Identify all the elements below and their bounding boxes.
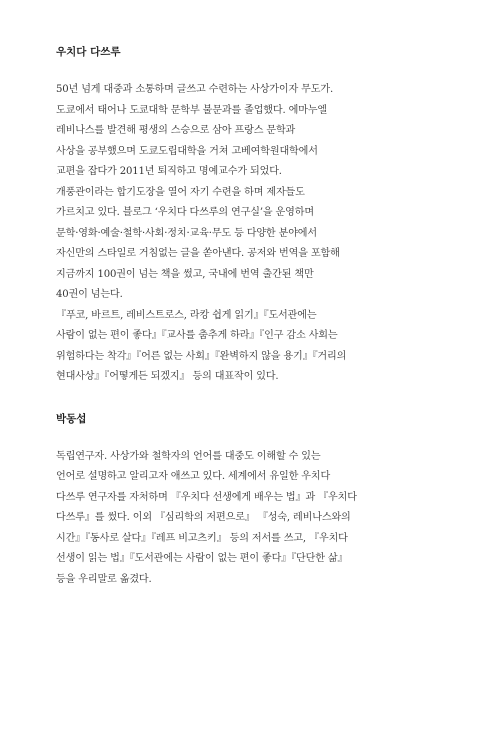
author-bio-line: 교편을 잡다가 2011년 퇴직하고 명예교수가 되었다. [56, 166, 282, 177]
author-bio-line: 사상을 공부했으며 도쿄도립대학을 거쳐 고베여학원대학에서 [56, 145, 318, 157]
translator-bio-line: 언어로 설명하고 알리고자 애쓰고 있다. 세계에서 유일한 우치다 [56, 471, 331, 482]
author-bio [56, 80, 456, 388]
author-bio-line: 위험하다는 착각』『어른 없는 사회』『완벽하지 않을 용기』『거리의 [56, 350, 347, 362]
translator-bio-line: 다쓰루 연구자를 자처하며 『우치다 선생에게 배우는 법』과 『우치다 [56, 491, 357, 503]
translator-bio-line: 선생이 읽는 법』『도서관에는 사람이 없는 편이 좋다』『단단한 삶』 [56, 553, 348, 564]
author-info-page [56, 44, 456, 590]
translator-bio-line: 시간』『동사로 살다』『레프 비고츠키』 등의 저서를 쓰고, 『우치다 [56, 532, 348, 544]
translator-bio-line: 등을 우리말로 옮겼다. [56, 573, 152, 585]
translator-name: 박동섭 [56, 412, 87, 425]
author-bio-line: 가르치고 있다. 블로그 ‘우치다 다쓰루의 연구실’을 운영하며 [56, 207, 314, 218]
author-bio-line: 『푸코, 바르트, 레비스트로스, 라캉 쉽게 읽기』『도서관에는 [56, 309, 317, 321]
author-bio-line: 40권이 넘는다. [56, 289, 123, 300]
author-bio-line: 문학·영화·예술·철학·사회·정치·교육·무도 등 다양한 분야에서 [56, 227, 317, 239]
author-bio-line: 50년 넘게 대중과 소통하며 글쓰고 수련하는 사상가이자 무도가. [56, 84, 334, 95]
author-bio-line: 사람이 없는 편이 좋다』『교사를 춤추게 하라』『인구 감소 사회는 [56, 330, 338, 341]
translator-bio-line: 다쓰루』를 썼다. 이외 『심리학의 저편으로』 『성숙, 레비나스와의 [56, 512, 351, 523]
translator-section [56, 411, 456, 591]
author-bio-line: 지금까지 100권이 넘는 책을 썼고, 국내에 번역 출간된 책만 [56, 268, 314, 280]
author-bio-line: 도쿄에서 태어나 도쿄대학 문학부 불문과를 졸업했다. 에마누엘 [56, 104, 328, 116]
author-bio-line: 레비나스를 발견해 평생의 스승으로 삼아 프랑스 문학과 [56, 125, 296, 136]
author-bio-line: 개풍관이라는 합기도장을 열어 자기 수련을 하며 제자들도 [56, 186, 305, 198]
translator-bio [56, 447, 456, 591]
author-name: 우치다 다쓰루 [56, 46, 121, 58]
author-bio-line: 현대사상』『어떻게든 되겠지』 등의 대표작이 있다. [56, 371, 279, 382]
author-section [56, 44, 456, 388]
author-bio-line: 자신만의 스타일로 거침없는 글을 쏟아낸다. 공저와 번역을 포함해 [56, 248, 340, 259]
translator-bio-line: 독립연구자. 사상가와 철학자의 언어를 대중도 이해할 수 있는 [56, 450, 321, 462]
